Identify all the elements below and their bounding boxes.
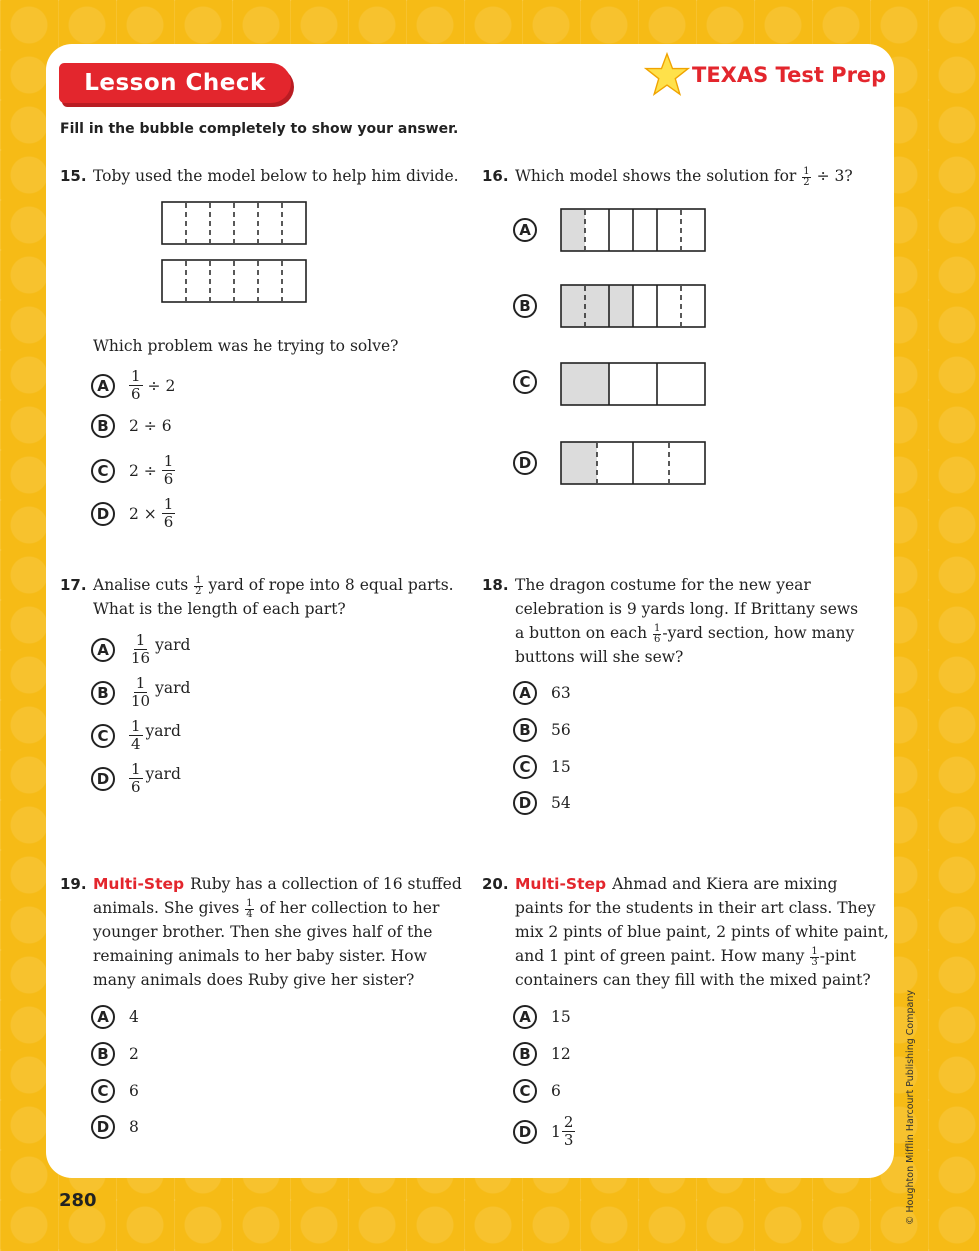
question-text: Which model shows the solution for $\frac{1}{2}$ ÷ 3? — [515, 165, 853, 188]
answer-option-a[interactable] — [513, 218, 551, 242]
bubble-b[interactable]: B — [513, 294, 537, 318]
answer-option-d[interactable] — [91, 762, 181, 795]
fraction: $\frac{1}{3}$ — [811, 945, 818, 968]
answer-option-c[interactable] — [91, 719, 181, 752]
bubble-c[interactable]: C — [513, 755, 537, 779]
bubble-a[interactable]: A — [513, 218, 537, 242]
answer-option-a[interactable] — [91, 1005, 139, 1029]
option-text: 6 — [551, 1082, 561, 1100]
bubble-c[interactable]: C — [91, 1079, 115, 1103]
option-unit: yard — [145, 764, 181, 783]
option-text: 8 — [129, 1118, 139, 1136]
bubble-c[interactable]: C — [513, 370, 537, 394]
option-text: 2 ÷ — [129, 461, 157, 480]
model-c — [560, 362, 708, 408]
question-prompt: Which problem was he trying to solve? — [93, 337, 399, 355]
division-model — [160, 200, 308, 304]
fraction: $\frac{1}{6}$ — [163, 452, 174, 488]
fraction: $\frac{1}{16}$ — [131, 631, 151, 667]
answer-option-b[interactable] — [91, 414, 172, 438]
model-d — [560, 441, 708, 487]
bubble-a[interactable]: A — [513, 1005, 537, 1029]
question-19 — [60, 872, 460, 1142]
question-number: 16. — [482, 167, 509, 185]
bubble-b[interactable]: B — [513, 1042, 537, 1066]
model-b — [560, 284, 708, 330]
answer-option-b[interactable] — [513, 718, 571, 742]
fraction: $\frac{1}{6}$ — [654, 622, 661, 645]
answer-option-d[interactable] — [91, 497, 175, 530]
option-text: 4 — [129, 1008, 139, 1026]
answer-option-a[interactable] — [513, 1005, 571, 1029]
bubble-b[interactable]: B — [513, 718, 537, 742]
bubble-d[interactable]: D — [513, 451, 537, 475]
answer-option-b[interactable] — [513, 294, 551, 318]
question-16 — [482, 164, 872, 494]
answer-option-a[interactable] — [91, 369, 175, 402]
question-18 — [482, 573, 872, 823]
answer-option-d[interactable] — [513, 1115, 575, 1148]
option-text: 2 ÷ 6 — [129, 417, 172, 435]
star-icon — [644, 52, 690, 98]
bubble-b[interactable]: B — [91, 414, 115, 438]
instructions: Fill in the bubble completely to show your answer. — [60, 121, 459, 137]
answer-option-b[interactable] — [513, 1042, 571, 1066]
bubble-d[interactable]: D — [91, 502, 115, 526]
bubble-d[interactable]: D — [91, 767, 115, 791]
bubble-d[interactable]: D — [91, 1115, 115, 1139]
bubble-a[interactable]: A — [513, 681, 537, 705]
question-number: 20. — [482, 875, 509, 893]
bubble-a[interactable]: A — [91, 374, 115, 398]
bubble-b[interactable]: B — [91, 1042, 115, 1066]
answer-option-c[interactable] — [513, 370, 551, 394]
bubble-c[interactable]: C — [91, 724, 115, 748]
copyright-notice: © Houghton Mifflin Harcourt Publishing Company — [905, 990, 916, 1225]
question-number: 17. — [60, 576, 87, 594]
answer-option-c[interactable] — [513, 755, 571, 779]
fraction: $\frac{1}{6}$ — [163, 495, 174, 531]
answer-option-b[interactable] — [91, 1042, 139, 1066]
option-unit: yard — [145, 721, 181, 740]
question-text: Multi-Step Ahmad and Kiera are mixing paints for the students in their art class. They mix 2 pints of blue paint, 2 pints of white paint, and 1 pint of green paint. How many $\frac{1}{3}$ -pint containers can they fill with the mixed paint? — [515, 875, 889, 989]
lesson-check-badge: Lesson Check — [59, 63, 291, 103]
bubble-a[interactable]: A — [91, 638, 115, 662]
texas-test-prep-header — [644, 52, 886, 98]
test-prep-title: TEXAS Test Prep — [692, 63, 887, 87]
option-text: 2 — [129, 1045, 139, 1063]
multi-step-tag: Multi-Step — [93, 875, 185, 893]
page-number: 280 — [59, 1190, 97, 1211]
answer-option-d[interactable] — [91, 1115, 139, 1139]
bubble-c[interactable]: C — [91, 459, 115, 483]
answer-option-c[interactable] — [91, 1079, 139, 1103]
bubble-b[interactable]: B — [91, 681, 115, 705]
multi-step-tag: Multi-Step — [515, 875, 607, 893]
bubble-a[interactable]: A — [91, 1005, 115, 1029]
question-number: 19. — [60, 875, 87, 893]
question-text: The dragon costume for the new year celebration is 9 yards long. If Brittany sews a button on each $\frac{1}{6}$ -yard section, how many buttons will she sew? — [515, 576, 859, 666]
option-text: ÷ 2 — [147, 376, 176, 395]
fraction: $\frac{2}{3}$ — [563, 1113, 574, 1149]
question-text: Toby used the model below to help him divide. — [93, 167, 459, 185]
option-unit: yard — [155, 635, 191, 654]
model-a — [560, 208, 708, 254]
option-unit: yard — [155, 678, 191, 697]
option-text: 54 — [551, 794, 571, 812]
option-text: 63 — [551, 684, 571, 702]
question-number: 18. — [482, 576, 509, 594]
option-text: 2 × — [129, 504, 157, 523]
question-text: Multi-Step Ruby has a collection of 16 stuffed animals. She gives $\frac{1}{4}$ of her collection to her younger brother. Then she gives half of the remaining animals to her baby sister. How many animals does Ruby give her sister? — [93, 875, 462, 989]
option-text: 15 — [551, 1008, 571, 1026]
question-text: Analise cuts $\frac{1}{2}$ yard of rope into 8 equal parts. What is the length of each part? — [93, 574, 454, 618]
option-text: 6 — [129, 1082, 139, 1100]
fraction: $\frac{1}{10}$ — [131, 674, 151, 710]
fraction: $\frac{1}{2}$ — [803, 165, 810, 188]
answer-option-c[interactable] — [513, 1079, 561, 1103]
answer-option-d[interactable] — [513, 791, 571, 815]
question-15 — [60, 164, 460, 544]
bubble-d[interactable]: D — [513, 1120, 537, 1144]
bubble-c[interactable]: C — [513, 1079, 537, 1103]
answer-option-b[interactable] — [91, 676, 190, 709]
fraction: $\frac{1}{4}$ — [131, 717, 141, 753]
answer-option-d[interactable] — [513, 451, 551, 475]
answer-option-a[interactable] — [513, 681, 571, 705]
option-text: 15 — [551, 758, 571, 776]
mixed-number: 1 $\frac{2}{3}$ — [551, 1113, 574, 1149]
fraction: $\frac{1}{2}$ — [195, 574, 202, 597]
question-20 — [482, 872, 889, 1152]
option-text: 12 — [551, 1045, 571, 1063]
answer-option-c[interactable] — [91, 454, 175, 487]
answer-option-a[interactable] — [91, 633, 190, 666]
bubble-d[interactable]: D — [513, 791, 537, 815]
fraction: $\frac{1}{6}$ — [131, 760, 141, 796]
question-17 — [60, 573, 460, 803]
option-text: 56 — [551, 721, 571, 739]
fraction: $\frac{1}{6}$ — [131, 367, 141, 403]
fraction: $\frac{1}{4}$ — [246, 897, 253, 920]
question-number: 15. — [60, 167, 87, 185]
